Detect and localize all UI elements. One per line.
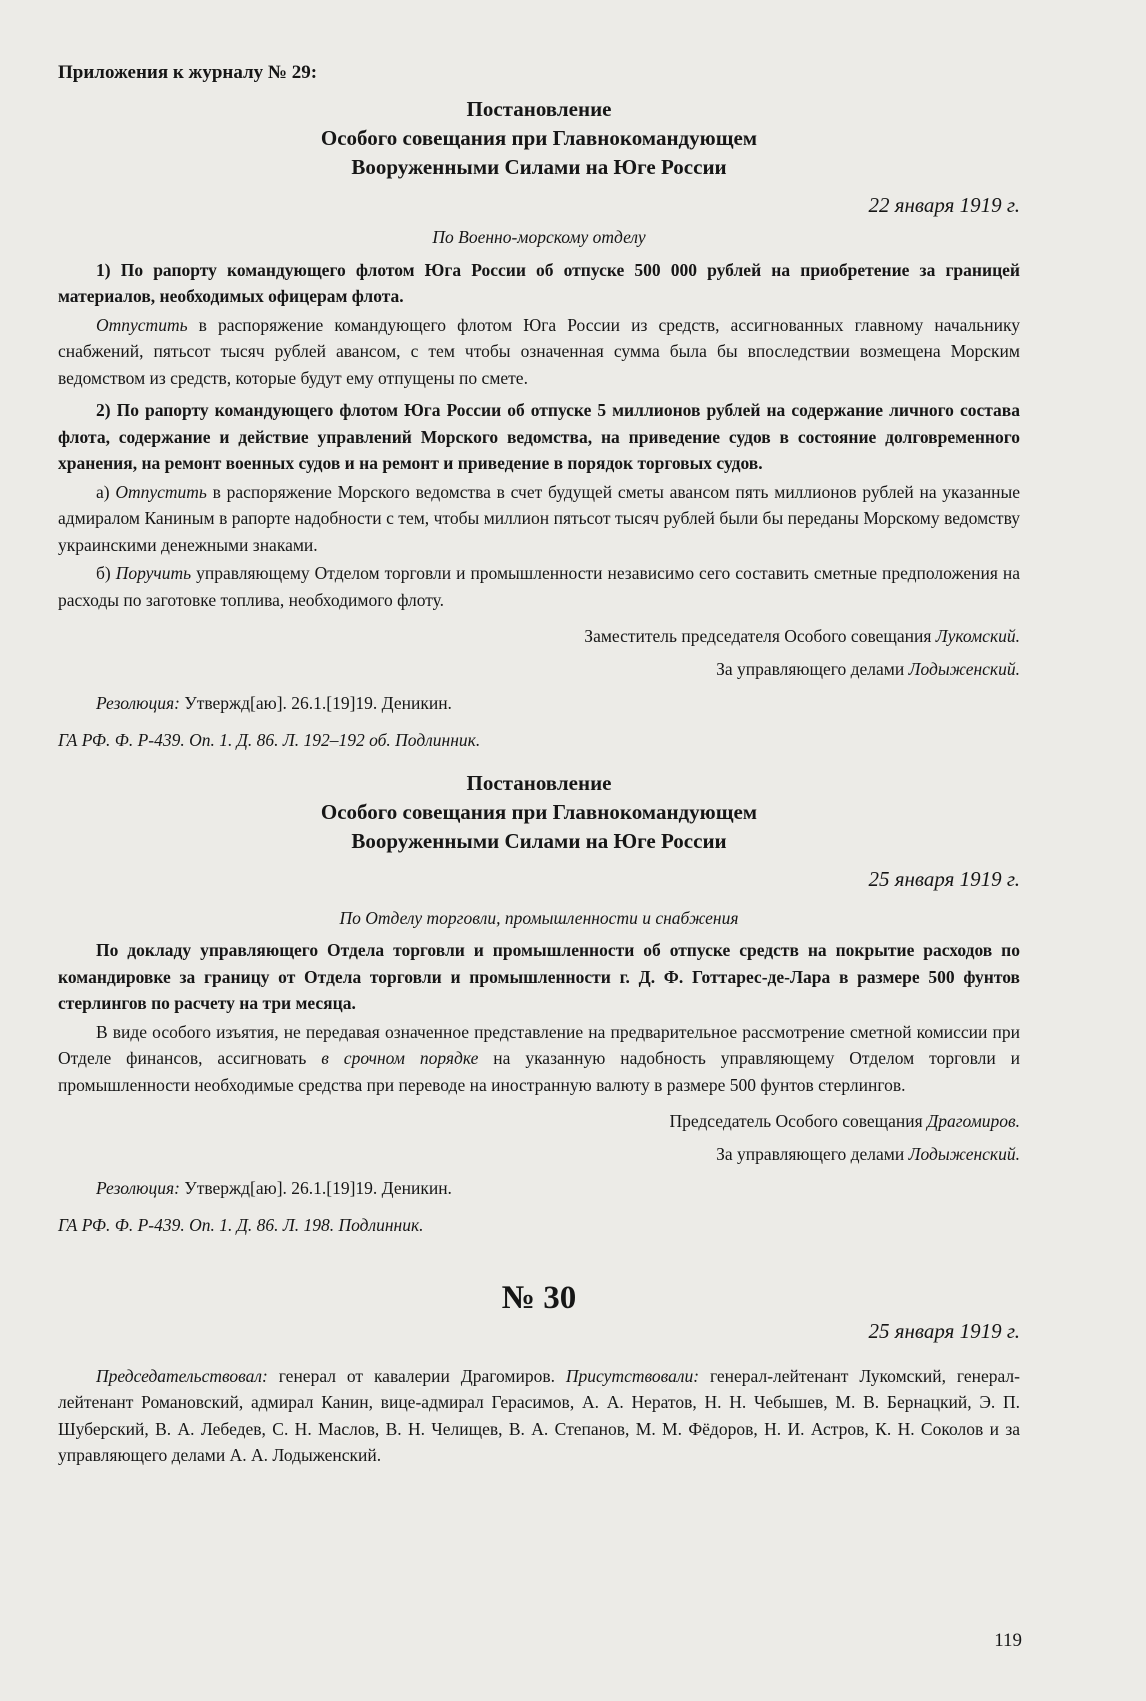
resolution-2-body-b: на указанную надобность управляющему Отделом торговли и промышленности необходимые средства при переводе на иностранную валюту в размере 500 фунтов стерлингов. [58, 1048, 1020, 1095]
resolution-note [96, 1175, 1020, 1202]
journal-30 [58, 1278, 1020, 1469]
signature-name: Лукомский. [935, 626, 1020, 646]
resolution-1-date: 22 января 1919 г. [868, 192, 1020, 217]
item-1-keyword: Отпустить [96, 314, 188, 335]
signature-role: За управляющего делами [716, 658, 909, 679]
attendance-paragraph [58, 1363, 1020, 1469]
signature-manager [58, 1141, 1020, 1168]
resolution-label: Резолюция: [96, 1178, 180, 1198]
journal-number: № 30 [501, 1280, 577, 1316]
resolution-2-department: По Отделу торговли, промышленности и снабжения [339, 907, 739, 928]
item-1-text [58, 312, 1020, 392]
resolution-1-title-line: Постановление [466, 96, 612, 121]
resolution-2-heading: По докладу управляющего Отдела торговли и промышленности об отпуске средств на покрытие расходов по командировке за границу от Отдела торговли и промышленности г. Д. Ф. Готтарес-де-Лара в размере 500 фунтов стерлингов по расчету на три месяца. [58, 940, 1020, 1013]
archive-source: ГА РФ. Ф. Р-439. Оп. 1. Д. 86. Л. 198. Подлинник. [58, 1214, 424, 1235]
appendix-header: Приложения к журналу № 29: [58, 62, 318, 83]
resolution-2-title-line: Особого совещания при Главнокомандующем [320, 800, 758, 824]
signature-deputy-chair [58, 623, 1020, 650]
page-number: 119 [994, 1630, 1022, 1651]
item-1-body: в распоряжение командующего флотом Юга России из средств, ассигнованных главному начальнику снабжений, пятьсот тысяч рублей авансом, с тем чтобы означенная сумма была бы впоследствии возмещена Морским ведомством из средств, которые будут ему отпущены по смете. [58, 314, 1020, 388]
journal-date: 25 января 1919 г. [868, 1319, 1020, 1343]
resolution-2-keyword: в срочном порядке [321, 1048, 479, 1068]
item-2b-prefix: б) [96, 563, 116, 583]
item-2a-body: в распоряжение Морского ведомства в счет будущей сметы авансом пять миллионов рублей на указанные адмиралом Каниным в рапорте надобности с тем, чтобы миллион пятьсот тысяч рублей были бы переданы Морскому ведомству украинскими денежными знаками. [58, 481, 1020, 555]
resolution-text: Утвержд[аю]. 26.1.[19]19. Деникин. [179, 1178, 452, 1198]
resolution-1 [58, 95, 1020, 754]
resolution-2-body-a: В виде особого изъятия, не передавая означенное представление на предварительное рассмотрение сметной комиссии при Отделе финансов, ассигновать [58, 1021, 1020, 1068]
signature-chair [58, 1108, 1020, 1135]
item-2b-keyword: Поручить [115, 563, 192, 583]
resolution-2-title-line: Вооруженными Силами на Юге России [351, 829, 727, 853]
resolution-text: Утвержд[аю]. 26.1.[19]19. Деникин. [179, 693, 452, 713]
item-2a-keyword: Отпустить [115, 481, 207, 502]
signature-role: Заместитель председателя Особого совещания [584, 626, 936, 646]
chaired-text: генерал от кавалерии Драгомиров. [267, 1365, 566, 1386]
item-1-heading: 1) По рапорту командующего флотом Юга России об отпуске 500 000 рублей на приобретение за границей материалов, необходимых офицерам флота. [58, 259, 1020, 306]
signature-role: Председатель Особого совещания [669, 1111, 928, 1131]
document-page [58, 48, 1020, 1469]
item-2-heading: 2) По рапорту командующего флотом Юга России об отпуске 5 миллионов рублей на содержание личного состава флота, содержание и действие управлений Морского ведомства, на приведение судов в состояние долговременного хранения, на ремонт военных судов и на ремонт и приведение в порядок торговых судов. [58, 400, 1020, 473]
resolution-1-title-line: Особого совещания при Главнокомандующем [320, 125, 758, 150]
resolution-2-date: 25 января 1919 г. [868, 867, 1020, 891]
archive-source: ГА РФ. Ф. Р-439. Оп. 1. Д. 86. Л. 192–192 об. Подлинник. [58, 729, 481, 750]
signature-name: Драгомиров. [927, 1111, 1020, 1131]
resolution-2-title-line: Постановление [466, 771, 612, 795]
item-2b-body: управляющему Отделом торговли и промышленности независимо сего составить сметные предположения на расходы по заготовке топлива, необходимого флоту. [58, 563, 1020, 610]
present-label: Присутствовали: [565, 1365, 700, 1386]
signature-name: Лодыженский. [908, 658, 1020, 679]
signature-role: За управляющего делами [716, 1143, 909, 1164]
present-text: генерал-лейтенант Лукомский, генерал-лейтенант Романовский, адмирал Канин, вице-адмирал Герасимов, А. А. Нератов, Н. Н. Чебышев, М. В. Бернацкий, Э. П. Шуберский, В. А. Лебедев, С. Н. Маслов, В. Н. Челищев, В. А. Степанов, М. М. Фёдоров, Н. И. Астров, К. Н. Соколов и за управляющего делами А. А. Лодыженский. [58, 1365, 1020, 1465]
resolution-1-department: По Военно-морскому отделу [432, 227, 646, 247]
resolution-2-text [58, 1019, 1020, 1099]
item-2a-text [58, 479, 1020, 559]
chaired-label: Председательствовал: [96, 1365, 268, 1386]
item-2a-prefix: а) [96, 481, 116, 502]
resolution-2 [58, 769, 1020, 1238]
signature-name: Лодыженский. [908, 1143, 1020, 1164]
signature-manager [58, 656, 1020, 683]
resolution-note [96, 690, 1020, 717]
item-2b-text [58, 560, 1020, 613]
resolution-1-title-line: Вооруженными Силами на Юге России [351, 154, 727, 179]
resolution-label: Резолюция: [96, 693, 180, 713]
